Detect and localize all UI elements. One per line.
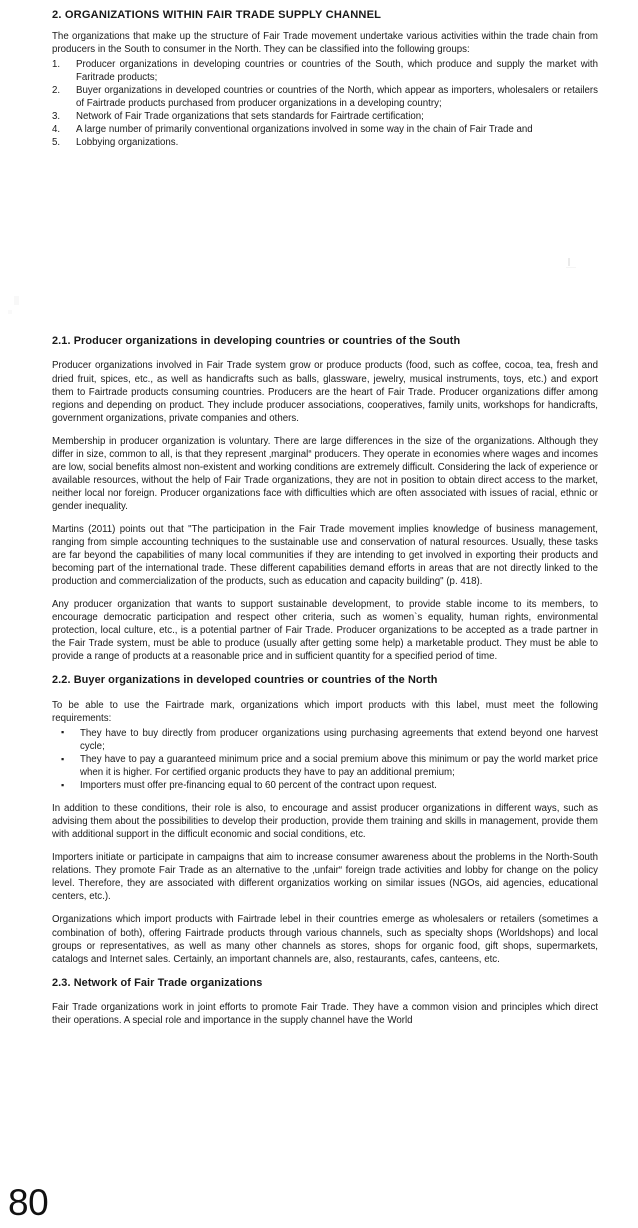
intro-paragraph: The organizations that make up the structure of Fair Trade movement undertake various activities within the trade chain from producers in the South to consumer in the North. They can be classified into the following groups: xyxy=(52,30,598,55)
paragraph: Martins (2011) points out that "The participation in the Fair Trade movement implies knowledge of business management, ranging from simple accounting techniques to the sustainable use and conservation of natural resources. Usually, these tasks are far beyond the capabilities of many local communities if they are intending to get involved in exporting their products and becoming part of the international trade. These different capabilities demand efforts in areas that are not directly linked to the production and commercialization of the products, such as education and capacity building" (p. 418). xyxy=(52,523,598,588)
paragraph: In addition to these conditions, their role is also, to encourage and assist producer organizations in different ways, such as advising them about the possibilities to develop their production, provide them training and skills in management, provide them with additional support in the difficult economic and social conditions, etc. xyxy=(52,803,598,841)
list-item: A large number of primarily conventional organizations involved in some way in the chain of Fair Trade and xyxy=(76,123,533,135)
section-heading-2: 2. ORGANIZATIONS WITHIN FAIR TRADE SUPPLY CHANNEL xyxy=(52,9,382,21)
blank-space xyxy=(52,159,598,334)
scan-artifact xyxy=(14,296,19,305)
bullet-list xyxy=(52,727,598,792)
paragraph: Importers initiate or participate in campaigns that aim to increase consumer awareness about the problems in the North-South relations. They promote Fair Trade as an alternative to the ‚unfair“ foreign trade activities and lobby for change on the policy level. Therefore, they are associated with different organizatios working on similar issues (NGOs, aid agencies, educational centers, etc.). xyxy=(52,852,598,903)
paragraph: Fair Trade organizations work in joint efforts to promote Fair Trade. They have a common vision and principles which direct their operations. A special role and importance in the supply channel have the World xyxy=(52,1002,598,1027)
list-item: ▪ They have to buy directly from producer organizations using purchasing agreements that extend beyond one harvest cycle; xyxy=(52,727,598,753)
subsection-heading-2-2: 2.2. Buyer organizations in developed countries or countries of the North xyxy=(52,674,438,687)
paragraph: Producer organizations involved in Fair Trade system grow or produce products (food, such as coffee, cocoa, tea, fresh and dried fruit, spices, etc., as well as handicrafts such as balls, glassware, jewelry, musical instruments, toys, etc.) and export them to Fairtrade products consuming countries. Producers are the heart of Fair Trade. Producer organizations differ among regions and depending on product. They include producer associations, cooperatives, family units, workshops for handicrafts, government organizations, private companies and others. xyxy=(52,360,598,424)
list-item: ▪ Importers must offer pre-financing equal to 60 percent of the contract upon request. xyxy=(52,779,598,792)
list-item: Network of Fair Trade organizations that sets standards for Fairtrade certification; xyxy=(76,110,424,122)
paragraph: Organizations which import products with Fairtrade lebel in their countries emerge as wholesalers or retailers (sometimes a combination of both), offering Fairtrade products through various channels, such as specialty shops (Worldshops) and local groups or representatives, as well as many other channels as stores, shops for organic food, gift shops, supermarkets, catalogs and Internet sales. Certainly, an important channels are, also, restaurants, cafes, canteens, etc. xyxy=(52,914,598,965)
numbered-list xyxy=(52,58,598,149)
list-item: Buyer organizations in developed countries or countries of the North, which appear as importers, wholesalers or retailers of Fairtrade products purchased from producer organizations in a developing country; xyxy=(76,84,598,109)
list-item: Lobbying organizations. xyxy=(76,137,179,149)
subsection-heading-2-1: 2.1. Producer organizations in developing countries or countries of the South xyxy=(52,335,461,348)
paragraph: Any producer organization that wants to support sustainable development, to provide stable income to its members, to encourage democratic participation and respect other criteria, such as women`s equality, human rights, environmental protection, local culture, etc., is a potential partner of Fair Trade. Producer organizations to be accepted as a trade partner in the Fair Trade system, must be able to produce (usually after getting some help) a marketable product. They must be able to provide a range of products at a reasonable price and in sufficient quantity for a specified period of time. xyxy=(52,599,598,663)
paragraph: Membership in producer organization is voluntary. There are large differences in the size of the organizations. Although they differ in size, common to all, is that they represent ‚marginal“ producers. They operate in economies where wages and incomes are low, social benefits almost non-existent and working conditions are extremely difficult. Considering the lack of experience or available resources, without the help of Fair Trade organizations, they are not in position to obtain direct access to the market, neither local nor foreign. Producer organizations face with difficulties which are often associated with issues of racial, ethnic or gender inequality. xyxy=(52,435,598,512)
list-item: Producer organizations in developing countries or countries of the South, which produce and supply the market with Faritrade products; xyxy=(76,58,598,83)
scan-artifact xyxy=(8,310,12,314)
paragraph: To be able to use the Fairtrade mark, organizations which import products with this label, must meet the following requirements: xyxy=(52,699,598,724)
list-item: ▪ They have to pay a guaranteed minimum price and a social premium above this minimum or pay the world market price when it is higher. For certified organic products they have to pay an additional premium; xyxy=(52,753,598,779)
page-text-block xyxy=(52,8,598,1037)
page-number: 80 xyxy=(8,1182,49,1223)
subsection-heading-2-3: 2.3. Network of Fair Trade organizations xyxy=(52,976,263,989)
